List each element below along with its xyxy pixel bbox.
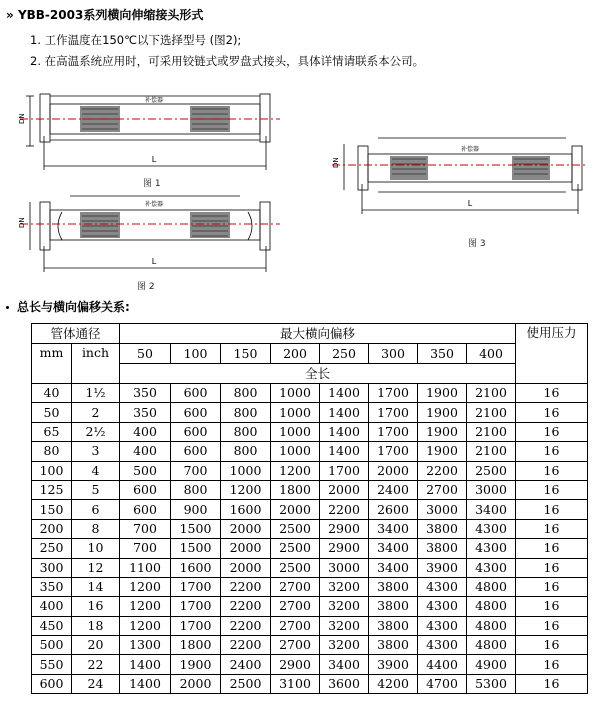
table-cell: 3900: [369, 655, 418, 674]
table-cell: 3: [72, 442, 120, 461]
table-cell: 1400: [120, 674, 171, 693]
table-cell: 3800: [369, 616, 418, 635]
table-cell: 3400: [369, 539, 418, 558]
table-cell: 800: [221, 442, 271, 461]
table-cell: 3200: [320, 616, 369, 635]
table-cell: 300: [32, 558, 72, 577]
table-cell: 400: [32, 597, 72, 616]
table-cell: 1000: [271, 422, 320, 441]
figure-2-drawing: [14, 186, 286, 278]
figure-2-label: 图 2: [137, 282, 155, 292]
table-row: [32, 616, 588, 635]
table-cell: 16: [516, 539, 588, 558]
table-cell: 4300: [467, 539, 516, 558]
table-cell: 1400: [120, 655, 171, 674]
table-cell: 1400: [320, 422, 369, 441]
table-cell: 3400: [369, 519, 418, 538]
table-cell: 4800: [467, 616, 516, 635]
header-pressure: 使用压力: [516, 324, 588, 384]
table-cell: 3000: [320, 558, 369, 577]
offset-header-cell: 150: [221, 344, 271, 364]
table-cell: 1400: [320, 442, 369, 461]
table-cell: 2000: [221, 539, 271, 558]
table-cell: 600: [120, 500, 171, 519]
table-cell: 40: [32, 384, 72, 403]
table-cell: 1900: [418, 422, 467, 441]
table-cell: 2100: [467, 403, 516, 422]
table-cell: 2400: [221, 655, 271, 674]
table-cell: 1700: [369, 442, 418, 461]
table-cell: 22: [72, 655, 120, 674]
table-cell: 2200: [221, 597, 271, 616]
table-cell: 18: [72, 616, 120, 635]
table-cell: 550: [32, 655, 72, 674]
table-cell: 20: [72, 636, 120, 655]
table-cell: 3800: [369, 636, 418, 655]
table-row: [32, 674, 588, 693]
table-cell: 2500: [271, 519, 320, 538]
table-cell: 16: [516, 422, 588, 441]
table-cell: 1500: [171, 519, 221, 538]
table-cell: 4800: [467, 597, 516, 616]
table-cell: 3200: [320, 636, 369, 655]
table-cell: 800: [221, 422, 271, 441]
table-cell: 1200: [271, 461, 320, 480]
table-cell: 1200: [120, 616, 171, 635]
table-cell: 1200: [221, 480, 271, 499]
bullet-dot-icon: [6, 306, 9, 309]
table-cell: 16: [516, 442, 588, 461]
table-cell: 400: [120, 442, 171, 461]
table-cell: 16: [516, 558, 588, 577]
title-marker: »: [6, 8, 14, 22]
table-cell: 8: [72, 519, 120, 538]
table-cell: 14: [72, 577, 120, 596]
table-row: [32, 500, 588, 519]
table-cell: 3800: [418, 539, 467, 558]
table-cell: 1200: [120, 597, 171, 616]
table-cell: 2500: [221, 674, 271, 693]
table-cell: 700: [120, 539, 171, 558]
figure-1-l-label: L: [151, 155, 157, 164]
table-cell: 4200: [369, 674, 418, 693]
table-cell: 16: [516, 636, 588, 655]
table-cell: 800: [171, 480, 221, 499]
figure-3-dn-label: DN: [332, 157, 340, 168]
offset-header-cell: 250: [320, 344, 369, 364]
table-cell: 1800: [171, 636, 221, 655]
table-cell: 2900: [320, 539, 369, 558]
table-cell: 2500: [271, 539, 320, 558]
table-cell: 2900: [320, 519, 369, 538]
table-cell: 1900: [171, 655, 221, 674]
header-inch: inch: [72, 344, 120, 384]
table-cell: 24: [72, 674, 120, 693]
figure-1-dn-label: DN: [18, 113, 26, 124]
table-cell: 16: [516, 655, 588, 674]
table-cell: 600: [171, 422, 221, 441]
table-cell: 450: [32, 616, 72, 635]
spec-table: [31, 323, 588, 694]
table-cell: 600: [171, 403, 221, 422]
figure-3-label: 图 3: [468, 239, 486, 249]
table-cell: 3200: [320, 577, 369, 596]
table-cell: 5: [72, 480, 120, 499]
offset-header-cell: 300: [369, 344, 418, 364]
offset-header-cell: 350: [418, 344, 467, 364]
figure-2-dn-label: DN: [18, 217, 26, 228]
figure-1-label: 图 1: [143, 179, 161, 189]
table-cell: 2000: [320, 480, 369, 499]
table-cell: 2000: [271, 500, 320, 519]
note-2: 2. 在高温系统应用时，可采用铰链式或罗盘式接头，具体详情请联系本公司。: [30, 54, 425, 68]
table-cell: 2200: [418, 461, 467, 480]
header-total-length: 全长: [120, 364, 516, 384]
table-cell: 3800: [418, 519, 467, 538]
table-cell: 16: [516, 500, 588, 519]
table-cell: 1700: [369, 422, 418, 441]
table-cell: 1600: [171, 558, 221, 577]
header-max-offset: 最大横向偏移: [120, 324, 516, 344]
table-row: [32, 577, 588, 596]
table-cell: 3400: [467, 500, 516, 519]
figure-3-inner-text: 补偿器: [460, 146, 480, 153]
table-cell: 3000: [418, 500, 467, 519]
table-cell: 1300: [120, 636, 171, 655]
note-1: 1. 工作温度在150℃以下选择型号 (图2);: [30, 33, 242, 47]
table-cell: 1600: [221, 500, 271, 519]
table-cell: 600: [171, 384, 221, 403]
table-cell: 4800: [467, 636, 516, 655]
table-cell: 16: [516, 403, 588, 422]
table-cell: 1800: [271, 480, 320, 499]
table-cell: 2000: [171, 674, 221, 693]
table-cell: 2700: [271, 577, 320, 596]
table-cell: 1700: [171, 597, 221, 616]
table-cell: 16: [516, 616, 588, 635]
table-cell: 4900: [467, 655, 516, 674]
table-cell: 1500: [171, 539, 221, 558]
table-cell: 2100: [467, 422, 516, 441]
table-row: [32, 519, 588, 538]
table-cell: 1000: [221, 461, 271, 480]
table-cell: 3100: [271, 674, 320, 693]
table-row: [32, 597, 588, 616]
figure-2-inner-text: 补偿器: [144, 201, 164, 208]
table-cell: 1700: [369, 384, 418, 403]
table-cell: 250: [32, 539, 72, 558]
figure-2-l-label: L: [151, 257, 157, 266]
table-row: [32, 655, 588, 674]
table-cell: 1200: [120, 577, 171, 596]
table-cell: 16: [516, 577, 588, 596]
table-cell: 600: [120, 480, 171, 499]
offset-header-cell: 200: [271, 344, 320, 364]
table-cell: 2600: [369, 500, 418, 519]
table-cell: 4300: [418, 597, 467, 616]
table-cell: 1700: [320, 461, 369, 480]
table-row: [32, 461, 588, 480]
table-cell: 3800: [369, 577, 418, 596]
table-cell: 16: [516, 519, 588, 538]
table-cell: 1400: [320, 384, 369, 403]
table-cell: 4400: [418, 655, 467, 674]
table-cell: 1100: [120, 558, 171, 577]
table-cell: 1½: [72, 384, 120, 403]
table-row: [32, 384, 588, 403]
table-cell: 65: [32, 422, 72, 441]
table-cell: 10: [72, 539, 120, 558]
table-cell: 2½: [72, 422, 120, 441]
table-cell: 1000: [271, 403, 320, 422]
table-cell: 1900: [418, 403, 467, 422]
table-cell: 200: [32, 519, 72, 538]
table-cell: 1000: [271, 384, 320, 403]
table-cell: 700: [120, 519, 171, 538]
table-cell: 2900: [271, 655, 320, 674]
table-cell: 350: [120, 384, 171, 403]
table-cell: 16: [516, 674, 588, 693]
figure-1-drawing: [14, 76, 286, 174]
table-row: [32, 403, 588, 422]
figure-3-l-label: L: [467, 199, 473, 208]
table-cell: 1400: [320, 403, 369, 422]
table-cell: 150: [32, 500, 72, 519]
table-row: [32, 636, 588, 655]
table-cell: 5300: [467, 674, 516, 693]
table-cell: 1000: [271, 442, 320, 461]
table-cell: 3000: [467, 480, 516, 499]
table-row: [32, 558, 588, 577]
title-text: YBB-2003系列横向伸缩接头形式: [17, 8, 204, 22]
table-cell: 16: [72, 597, 120, 616]
table-cell: 2: [72, 403, 120, 422]
header-row-2: [32, 344, 588, 364]
table-cell: 600: [32, 674, 72, 693]
offset-header-cell: 100: [171, 344, 221, 364]
table-cell: 1900: [418, 384, 467, 403]
table-cell: 16: [516, 480, 588, 499]
table-cell: 2200: [221, 616, 271, 635]
table-cell: 3600: [320, 674, 369, 693]
table-cell: 350: [32, 577, 72, 596]
table-cell: 4700: [418, 674, 467, 693]
table-cell: 2500: [271, 558, 320, 577]
table-cell: 4300: [418, 616, 467, 635]
table-cell: 125: [32, 480, 72, 499]
table-cell: 2500: [467, 461, 516, 480]
table-row: [32, 480, 588, 499]
offset-header-cell: 400: [467, 344, 516, 364]
table-row: [32, 422, 588, 441]
table-cell: 1700: [369, 403, 418, 422]
table-cell: 1900: [418, 442, 467, 461]
table-cell: 2000: [369, 461, 418, 480]
table-cell: 2700: [418, 480, 467, 499]
table-cell: 600: [171, 442, 221, 461]
table-cell: 2000: [221, 558, 271, 577]
page-title: [6, 6, 203, 23]
figure-3-drawing: [326, 124, 590, 220]
table-cell: 800: [221, 403, 271, 422]
table-cell: 700: [171, 461, 221, 480]
table-cell: 4300: [467, 558, 516, 577]
table-cell: 500: [120, 461, 171, 480]
table-cell: 2100: [467, 384, 516, 403]
table-row: [32, 539, 588, 558]
table-cell: 3400: [369, 558, 418, 577]
table-cell: 80: [32, 442, 72, 461]
table-cell: 4: [72, 461, 120, 480]
section-title-text: 总长与横向偏移关系:: [17, 300, 130, 314]
table-cell: 2700: [271, 597, 320, 616]
table-cell: 350: [120, 403, 171, 422]
table-row: [32, 442, 588, 461]
offset-header-cell: 50: [120, 344, 171, 364]
figure-1-inner-text: 补偿器: [144, 97, 164, 104]
table-cell: 2200: [221, 577, 271, 596]
table-cell: 2200: [221, 636, 271, 655]
table-cell: 2200: [320, 500, 369, 519]
table-cell: 2700: [271, 616, 320, 635]
table-cell: 3200: [320, 597, 369, 616]
table-cell: 500: [32, 636, 72, 655]
table-cell: 4800: [467, 577, 516, 596]
table-cell: 900: [171, 500, 221, 519]
table-cell: 4300: [418, 577, 467, 596]
table-cell: 12: [72, 558, 120, 577]
table-cell: 2100: [467, 442, 516, 461]
table-cell: 2400: [369, 480, 418, 499]
table-cell: 800: [221, 384, 271, 403]
table-cell: 2700: [271, 636, 320, 655]
table-cell: 16: [516, 384, 588, 403]
table-cell: 4300: [418, 636, 467, 655]
table-cell: 3800: [369, 597, 418, 616]
table-cell: 6: [72, 500, 120, 519]
header-pipe-diameter: 管体通径: [32, 324, 120, 344]
table-cell: 1700: [171, 577, 221, 596]
table-cell: 16: [516, 597, 588, 616]
section-title: [6, 298, 130, 315]
table-cell: 100: [32, 461, 72, 480]
table-cell: 2000: [221, 519, 271, 538]
table-cell: 16: [516, 461, 588, 480]
table-cell: 3900: [418, 558, 467, 577]
header-row-1: [32, 324, 588, 344]
table-cell: 400: [120, 422, 171, 441]
table-cell: 4300: [467, 519, 516, 538]
header-mm: mm: [32, 344, 72, 384]
table-cell: 1700: [171, 616, 221, 635]
table-cell: 50: [32, 403, 72, 422]
table-cell: 3400: [320, 655, 369, 674]
